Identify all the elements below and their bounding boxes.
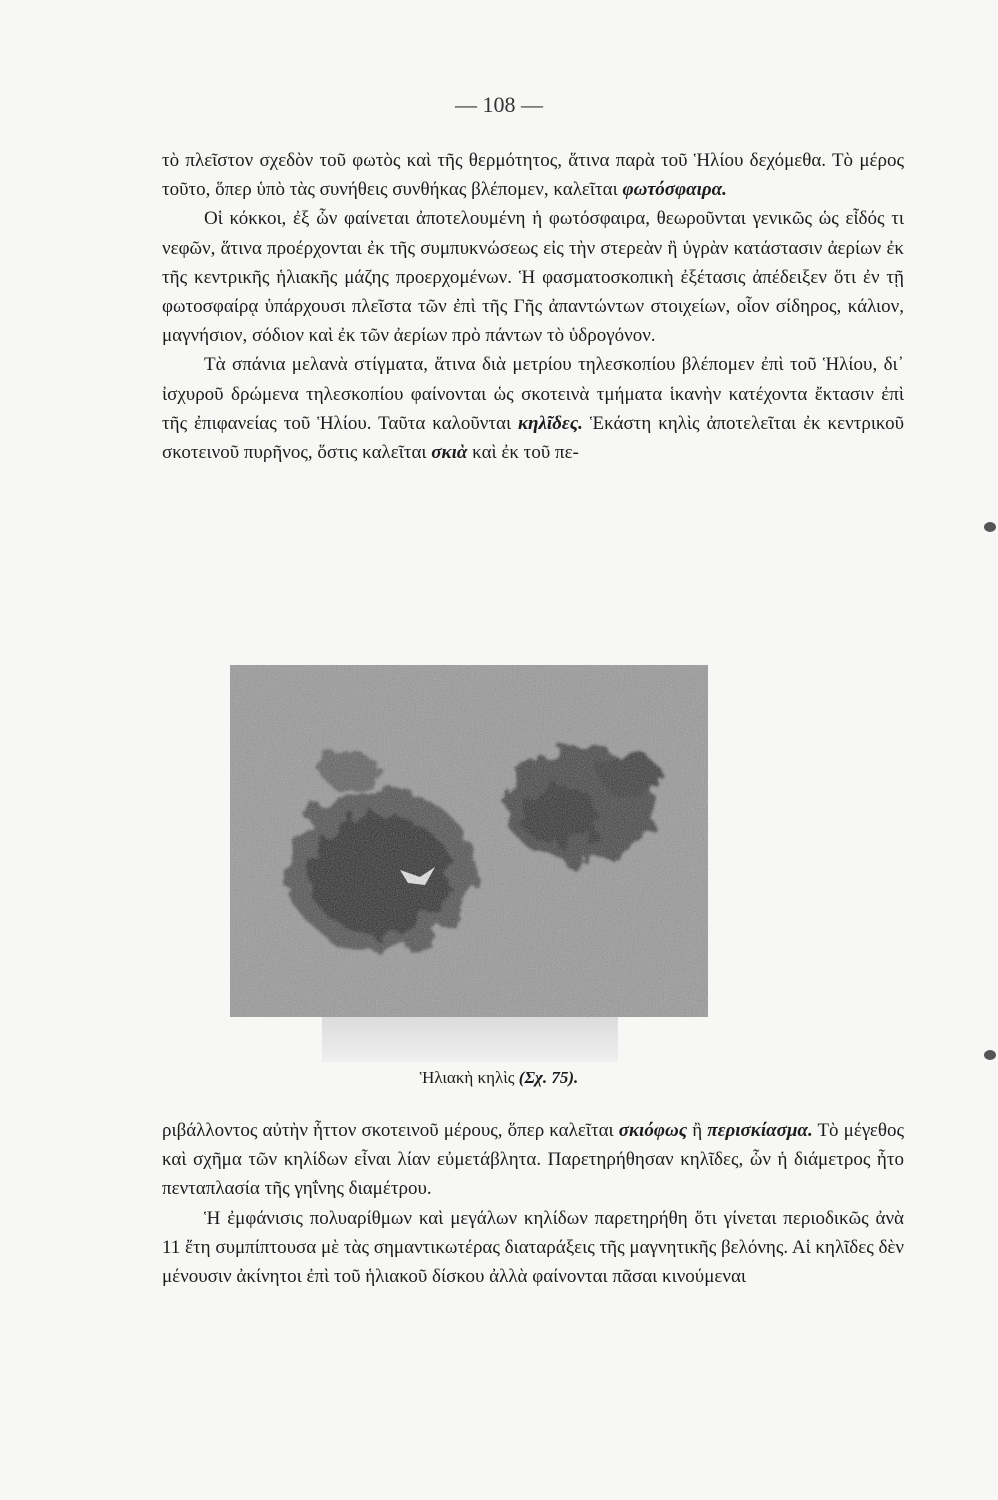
margin-mark-right — [984, 522, 996, 532]
text-segment: ἢ — [687, 1120, 708, 1141]
text-segment: τὸ πλεῖστον σχεδὸν τοῦ φωτὸς καὶ τῆς θερμότητος, ἅτινα παρὰ τοῦ Ἡλίου δεχόμεθα. Τὸ μέρος τοῦτο, ὅπερ ὑπὸ τὰς συνήθεις συνθήκας βλέπομεν, καλεῖται — [162, 150, 904, 201]
term-sunspots: κηλῖδες. — [517, 412, 583, 434]
term-penumbra: σκιόφως — [618, 1120, 688, 1141]
term-umbra: σκιὰ — [431, 442, 468, 464]
paragraph-5 — [162, 1204, 904, 1292]
margin-mark-right-lower — [984, 1050, 996, 1060]
text-segment: Τὸ μέγεθος καὶ σχῆμα τῶν κηλίδων εἶναι λίαν εὐμετάβλητα. Παρετηρήθησαν κηλῖδες, ὧν ἡ διάμετρος ἦτο πενταπλασία τῆς γηΐνης διαμέτρου. — [162, 1120, 904, 1200]
text-block-top — [162, 146, 904, 467]
text-block-bottom — [162, 1116, 904, 1291]
paragraph-1 — [162, 146, 904, 204]
caption-reference: (Σχ. 75). — [518, 1068, 579, 1087]
sunspot-photo — [230, 665, 708, 1017]
text-segment: καὶ ἐκ τοῦ πε- — [467, 442, 579, 464]
sunspot-figure — [230, 665, 708, 1017]
figure-caption — [0, 1068, 998, 1088]
term-photosphere: φωτόσφαιρα. — [622, 179, 727, 201]
text-segment: Τὰ σπάνια μελανὰ στίγματα, ἅτινα διὰ μετρίου τηλεσκοπίου βλέπομεν ἐπὶ τοῦ Ἡλίου, δι᾽ ἰσχυροῦ δρώμενα τηλεσκοπίου φαίνονται ὡς σκοτεινὰ τμήματα ἱκανὴν κατέχοντα ἔκτασιν ἐπὶ τῆς ἐπιφανείας τοῦ Ἡλίου. Ταῦτα καλοῦνται — [162, 354, 904, 434]
text-segment: Ἑκάστη κηλὶς ἀποτελεῖται ἐκ κεντρικοῦ σκοτεινοῦ πυρῆνος, ὅστις καλεῖται — [162, 412, 904, 464]
term-periskiasma: περισκίασμα. — [707, 1120, 813, 1141]
text-segment: Ἡ ἐμφάνισις πολυαρίθμων καὶ μεγάλων κηλίδων παρετηρήθη ὅτι γίνεται περιοδικῶς ἀνὰ 11 ἔτη συμπίπτουσα μὲ τὰς σημαντικωτέρας διαταράξεις τῆς μαγνητικῆς βελόνης. Αἱ κηλῖδες δὲν μένουσιν ἀκίνητοι ἐπὶ τοῦ ἡλιακοῦ δίσκου ἀλλὰ φαίνονται πᾶσαι κινούμεναι — [162, 1207, 904, 1288]
paragraph-2 — [162, 204, 904, 350]
paragraph-4 — [162, 1116, 904, 1204]
figure-shadow — [322, 1017, 618, 1062]
text-segment: Οἱ κόκκοι, ἐξ ὧν φαίνεται ἀποτελουμένη ἡ φωτόσφαιρα, θεωροῦνται γενικῶς ὡς εἶδός τι νεφῶν, ἅτινα προέρχονται ἐκ τῆς συμπυκνώσεως εἰς τὴν στερεὰν ἢ ὑγρὰν κατάστασιν ἀερίων ἐκ τῆς κεντρικῆς ἡλιακῆς μάζης προερχομένων. Ἡ φασματοσκοπικὴ ἐξέτασις ἀπέδειξεν ὅτι ἐν τῇ φωτοσφαίρᾳ ὑπάρχουσι πλεῖστα τῶν ἐπὶ τῆς Γῆς ἀπαντώντων στοιχείων, οἷον σίδηρος, κάλιον, μαγνήσιον, σόδιον καὶ ἐκ τῶν ἀερίων πρὸ πάντων τὸ ὑδρογόνον. — [162, 208, 904, 347]
caption-text: Ἡλιακὴ κηλὶς — [419, 1068, 519, 1087]
text-segment: ριβάλλοντος αὐτὴν ἧττον σκοτεινοῦ μέρους, ὅπερ καλεῖται — [162, 1120, 619, 1141]
page-number: — 108 — — [455, 92, 543, 117]
paragraph-3 — [162, 350, 904, 467]
